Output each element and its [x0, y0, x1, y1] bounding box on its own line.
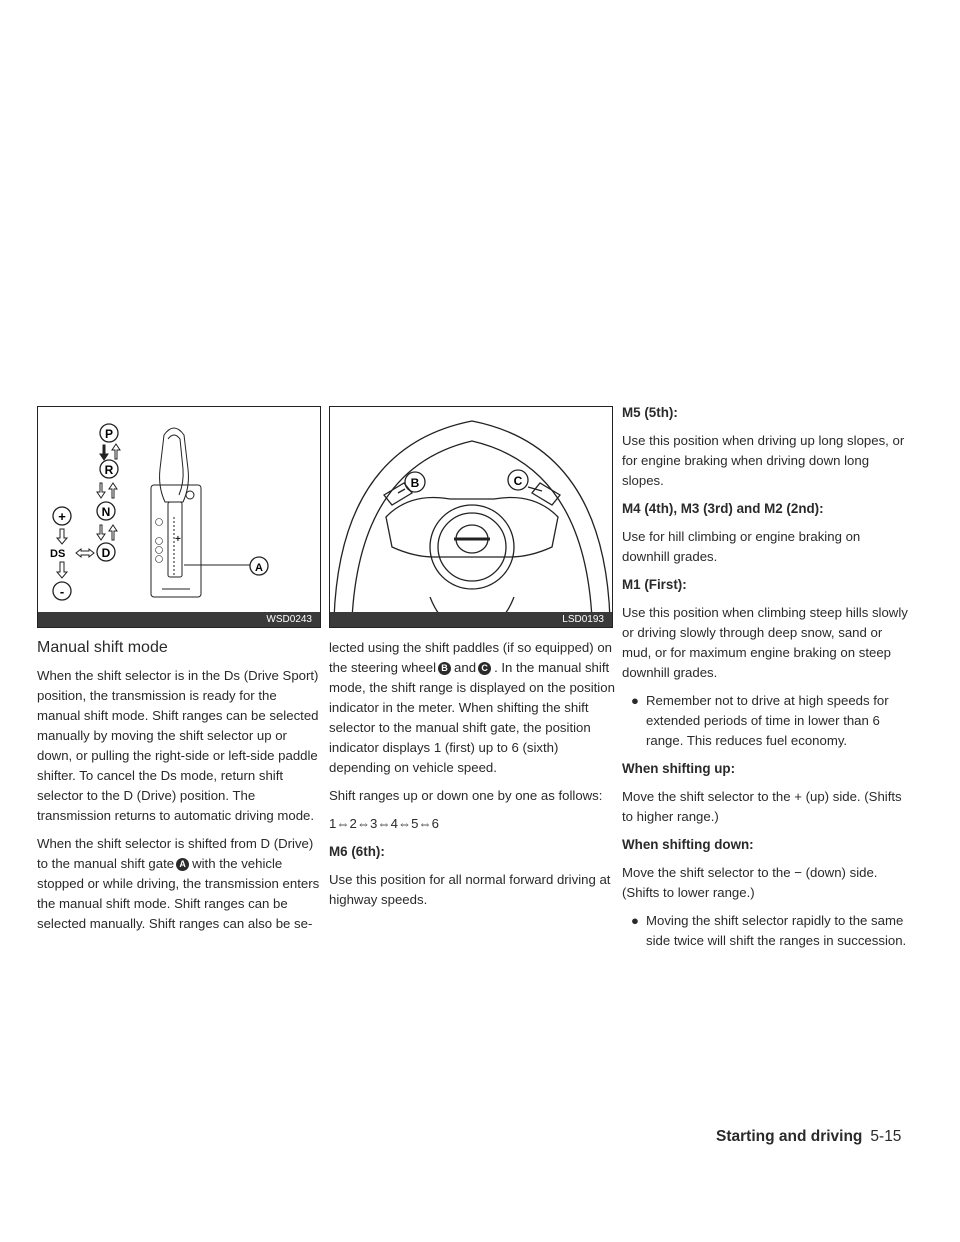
bullet-icon: ● — [631, 693, 639, 708]
section-title: Manual shift mode — [37, 639, 168, 656]
svg-text:+: + — [175, 534, 181, 545]
marker-b: B — [438, 662, 451, 675]
page-footer — [716, 1128, 901, 1146]
paragraph: Move the shift selector to the − (down) side. (Shifts to lower range.) — [622, 865, 878, 900]
svg-text:-: - — [59, 584, 65, 599]
figure-code: WSD0243 — [38, 612, 320, 627]
paragraph: Move the shift selector to the + (up) side. (Shifts to higher range.) — [622, 789, 902, 824]
svg-text:DS: DS — [50, 548, 66, 560]
svg-text:P: P — [104, 427, 114, 441]
bullet-icon: ● — [631, 913, 639, 928]
svg-text:C: C — [513, 474, 523, 488]
page-number: 5-15 — [870, 1128, 902, 1145]
paragraph: Use this position when climbing steep hills slowly or driving slowly through deep snow, sand or mud, or for maximum engine braking on steep downhill grades. — [622, 605, 908, 680]
heading-shift-down: When shifting down: — [622, 837, 754, 852]
column-right — [622, 403, 908, 959]
svg-text:+: + — [58, 509, 66, 524]
heading-shift-up: When shifting up: — [622, 761, 736, 776]
heading-m5: M5 (5th): — [622, 405, 678, 420]
figure-code: LSD0193 — [330, 612, 612, 627]
paragraph: Shift ranges up or down one by one as follows: — [329, 788, 603, 803]
paragraph: When the shift selector is shifted from D (Drive) to the manual shift gate A with the vehicle stopped or while driving, the transmission enters the manual shift mode. Shift ranges can be selected manually. Shift ranges can also be se- — [37, 836, 320, 931]
column-left — [37, 406, 323, 942]
svg-text:A: A — [255, 562, 263, 574]
paragraph: Use this position when driving up long slopes, or for engine braking when driving down long slopes. — [622, 433, 905, 488]
bullet-item: ● Remember not to drive at high speeds for extended periods of time in lower than 6 range. This reduces fuel economy. — [631, 693, 889, 748]
svg-text:D: D — [101, 546, 111, 560]
bullet-item: ● Moving the shift selector rapidly to the same side twice will shift the ranges in succession. — [631, 913, 907, 948]
footer-section-title: Starting and driving — [716, 1128, 863, 1145]
svg-text:N: N — [101, 505, 111, 519]
steering-wheel-figure — [329, 406, 613, 628]
marker-a: A — [176, 858, 189, 871]
marker-c: C — [478, 662, 491, 675]
paragraph: lected using the shift paddles (if so equipped) on the steering wheel B and C . In the manual shift mode, the shift range is displayed on the position indicator in the meter. When shifting the shift selector to the manual shift gate, the position indicator displays 1 (first) up to 6 (sixth) depending on vehicle speed. — [329, 640, 615, 775]
steering-wheel-diagram — [330, 407, 614, 629]
svg-text:B: B — [410, 476, 420, 490]
heading-m6: M6 (6th): — [329, 844, 385, 859]
shift-sequence: 1⇔2⇔3⇔4⇔5⇔6 — [329, 816, 439, 831]
shift-selector-diagram — [38, 407, 322, 629]
paragraph: When the shift selector is in the Ds (Drive Sport) position, the transmission is ready for the manual shift mode. Shift ranges can be selected manually by moving the shift selector up or down, or pulling the right-side or left-side paddle shifter. To cancel the Ds mode, return shift selector to the D (Drive) position. The transmission returns to automatic driving mode. — [37, 668, 319, 823]
svg-text:R: R — [104, 463, 114, 477]
shift-selector-figure — [37, 406, 321, 628]
column-middle — [329, 406, 615, 918]
heading-m4: M4 (4th), M3 (3rd) and M2 (2nd): — [622, 501, 824, 516]
paragraph: Use this position for all normal forward driving at highway speeds. — [329, 872, 611, 907]
heading-m1: M1 (First): — [622, 577, 687, 592]
paragraph: Use for hill climbing or engine braking on downhill grades. — [622, 529, 861, 564]
